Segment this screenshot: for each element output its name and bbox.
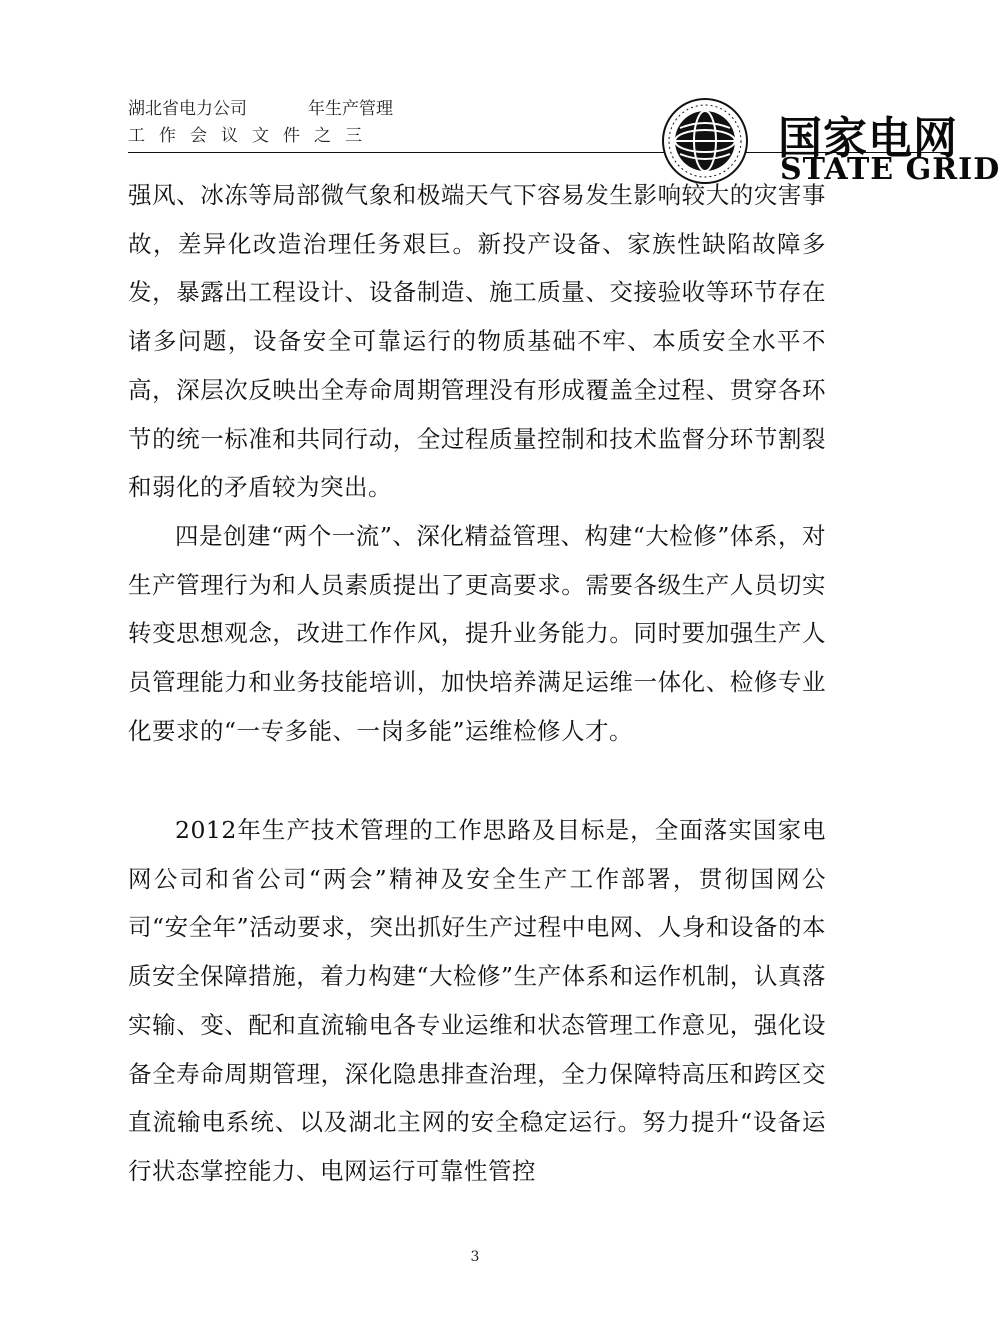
document-header (128, 96, 393, 150)
paragraph-2 (128, 512, 826, 756)
paragraph-1-text: 强风、冰冻等局部微气象和极端天气下容易发生影响较大的灾害事故，差异化改造治理任务艰巨。新投产设备、家族性缺陷故障多发，暴露出工程设计、设备制造、施工质量、交接验收等环节存在诸多问题，设备安全可靠运行的物质基础不牢、本质安全水平不高，深层次反映出全寿命周期管理没有形成覆盖全过程、贯穿各环节的统一标准和共同行动，全过程质量控制和技术监督分环节割裂和弱化的矛盾较为突出。 (128, 181, 826, 502)
header-meeting: 年生产管理 (308, 99, 393, 119)
header-line-1 (128, 96, 393, 123)
logo-english-name: STATE GRID (780, 152, 1000, 187)
paragraph-3-text: 2012年生产技术管理的工作思路及目标是，全面落实国家电网公司和省公司“两会”精神及安全生产工作部署，贯彻国网公司“安全年”活动要求，突出抓好生产过程中电网、人身和设备的本质安全保障措施，着力构建“大检修”生产体系和运作机制，认真落实输、变、配和直流输电各专业运维和状态管理工作意见，强化设备全寿命周期管理，深化隐患排查治理，全力保障特高压和跨区交直流输电系统、以及湖北主网的安全稳定运行。努力提升“设备运行状态掌控能力、电网运行可靠性管控 (128, 816, 826, 1185)
page-number: 3 (470, 1249, 480, 1265)
header-subtitle: 工作会议文件之三 (128, 126, 376, 146)
logo-chinese-name: 国家电网 (778, 113, 958, 164)
header-company: 湖北省电力公司 (128, 99, 247, 119)
paragraph-1 (128, 171, 826, 512)
paragraph-3 (128, 806, 826, 1196)
paragraph-2-text: 四是创建“两个一流”、深化精益管理、构建“大检修”体系，对生产管理行为和人员素质提出了更高要求。需要各级生产人员切实转变思想观念，改进工作作风，提升业务能力。同时要加强生产人员管理能力和业务技能培训，加快培养满足运维一体化、检修专业化要求的“一专多能、一岗多能”运维检修人才。 (128, 522, 826, 745)
